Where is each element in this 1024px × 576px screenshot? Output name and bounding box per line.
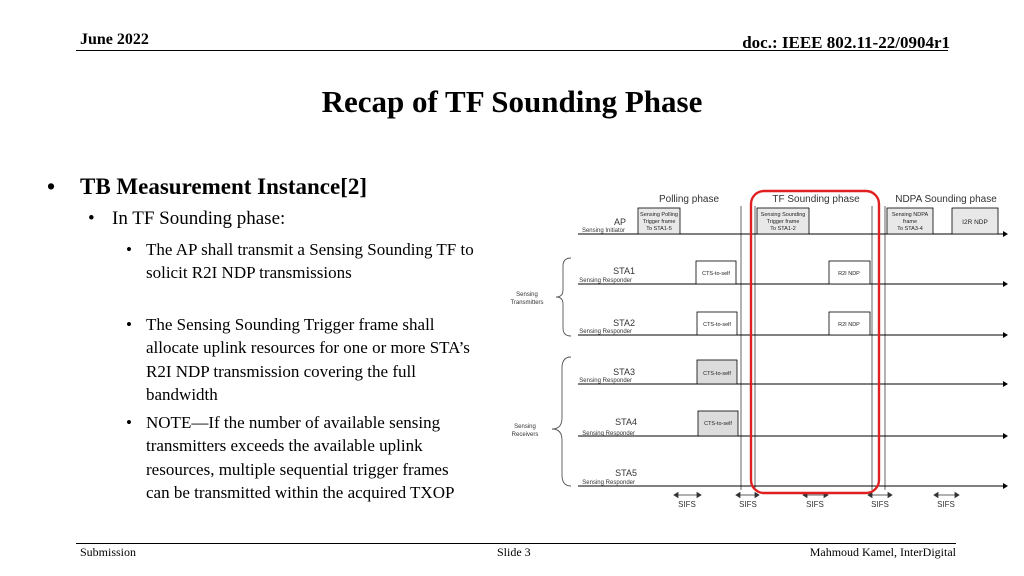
sifs-label: SIFS xyxy=(871,500,889,509)
sifs-marker xyxy=(674,493,701,498)
header-date: June 2022 xyxy=(80,31,149,48)
footer-slide-number: Slide 3 xyxy=(497,545,531,559)
bullet-level1-text: TB Measurement Instance[2] xyxy=(80,174,368,199)
bullet-level3-text: NOTE—If the number of available sensing transmitters exceeds the available uplink resources, multiple sequential trigger frames can be transmitted within the acquired TXOP xyxy=(146,413,455,502)
footer-submission: Submission xyxy=(80,545,137,559)
footer-divider xyxy=(76,543,956,544)
sifs-label: SIFS xyxy=(678,500,696,509)
sta-name: STA2 xyxy=(613,318,635,328)
header-doc-id: doc.: IEEE 802.11-22/0904r1 xyxy=(742,33,950,52)
tf-sounding-highlight xyxy=(751,191,879,493)
ap-frame-line: Trigger frame xyxy=(642,219,676,225)
ap-name: AP xyxy=(613,217,626,227)
sta-timeline-arrowhead xyxy=(1003,281,1008,287)
ap-role: Sensing Initiator xyxy=(581,228,625,234)
sifs-marker xyxy=(934,493,959,498)
brace-sensing-transmitters xyxy=(556,258,571,336)
sta-role: Sensing Responder xyxy=(582,480,635,486)
sta-timeline-arrowhead xyxy=(1003,483,1008,489)
group-label-line: Receivers xyxy=(511,432,539,438)
sta-r2i-ndp-label: R2I NDP xyxy=(838,271,860,277)
sta-cts-label: CTS-to-self xyxy=(703,371,731,377)
group-label-line: Sensing xyxy=(516,292,538,298)
bullet-level2-text: In TF Sounding phase: xyxy=(112,208,286,229)
sta-name: STA1 xyxy=(613,266,635,276)
i2r-ndp-label: I2R NDP xyxy=(962,219,988,226)
bullet-marker: • xyxy=(126,240,132,259)
sifs-marker xyxy=(868,493,892,498)
phase-label-ndpa-sounding: NDPA Sounding phase xyxy=(895,194,997,205)
ap-frame-line: frame xyxy=(902,219,918,225)
slide-title: Recap of TF Sounding Phase xyxy=(321,84,703,119)
sta-cts-label: CTS-to-self xyxy=(704,421,732,427)
sta-role: Sensing Responder xyxy=(582,431,635,437)
ap-frame-line: To STA3-4 xyxy=(897,226,923,232)
bullet-level3-text: The Sensing Sounding Trigger frame shall allocate uplink resources for one or more STA’s R2I NDP transmission covering the full bandwidth xyxy=(146,315,470,404)
sta-name: STA4 xyxy=(615,417,637,427)
sta-name: STA3 xyxy=(613,367,635,377)
sta-timeline-arrowhead xyxy=(1003,381,1008,387)
footer-author: Mahmoud Kamel, InterDigital xyxy=(809,545,956,559)
ap-frame-line: Trigger frame xyxy=(766,219,800,225)
sta-timeline-arrowhead xyxy=(1003,433,1008,439)
bullet-marker: • xyxy=(88,208,95,229)
ap-frame-line: Sensing Sounding xyxy=(760,212,806,218)
phase-label-tf-sounding: TF Sounding phase xyxy=(772,194,860,205)
sta-timeline-arrowhead xyxy=(1003,332,1008,338)
ap-frame-line: Sensing Polling xyxy=(640,212,678,218)
sta-role: Sensing Responder xyxy=(579,378,632,384)
group-label-line: Transmitters xyxy=(510,300,544,306)
sifs-label: SIFS xyxy=(937,500,955,509)
ap-frame-line: To STA1-2 xyxy=(770,226,796,232)
bullet-level3-text: The AP shall transmit a Sensing Sounding TF to solicit R2I NDP transmissions xyxy=(146,240,474,283)
sta-role: Sensing Responder xyxy=(579,278,632,284)
sta-role: Sensing Responder xyxy=(579,329,632,335)
bullet-marker: • xyxy=(47,174,56,199)
sta-cts-label: CTS-to-self xyxy=(702,271,730,277)
ap-frame-line: To STA1-5 xyxy=(646,226,672,232)
bullet-marker: • xyxy=(126,413,132,432)
bullet-marker: • xyxy=(126,315,132,334)
sta-cts-label: CTS-to-self xyxy=(703,322,731,328)
sta-r2i-ndp-label: R2I NDP xyxy=(838,322,860,328)
sifs-label: SIFS xyxy=(739,500,757,509)
group-label-line: Sensing xyxy=(514,424,536,430)
phase-label-polling: Polling phase xyxy=(658,194,720,205)
brace-sensing-receivers xyxy=(552,357,571,486)
sifs-marker xyxy=(736,493,759,498)
ap-timeline-arrowhead xyxy=(1003,231,1008,237)
sifs-label: SIFS xyxy=(806,500,824,509)
sta-name: STA5 xyxy=(615,468,637,478)
ap-frame-line: Sensing NDPA xyxy=(891,212,929,218)
